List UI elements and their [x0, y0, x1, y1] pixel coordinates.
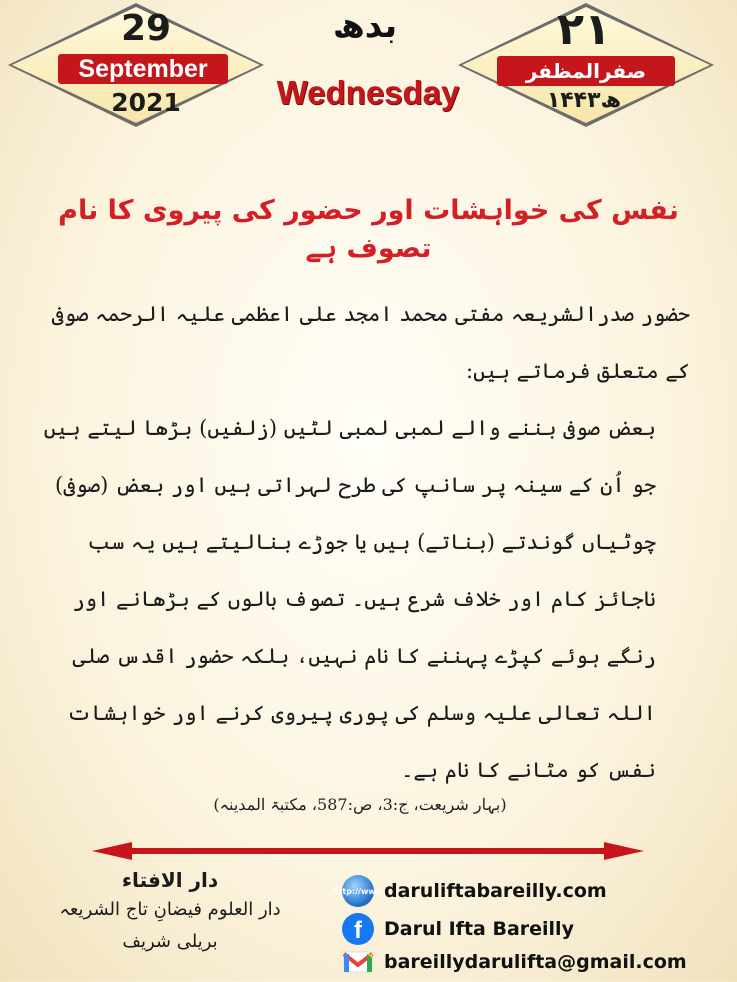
article-main-text: بعض صوفی بننے والے لمبی لمبی لٹیں (زلفیں) بڑھا لیتے ہیں جو اُن کے سینہ پر سانپ کی طرح لہراتی ہیں اور بعض (صوفی) چوٹیاں گوندتے (بناتے) ہیں یا جوڑے بنالیتے ہیں یہ سب ناجائز کام اور خلاف شرع ہیں۔ تصوف بالوں کے بڑھانے اور رنگے ہوئے کپڑے پہننے کا نام نہیں، بلکہ حضور اقدس صلی اللہ تعالی علیہ وسلم کی پوری پیروی کرنے اور خواہشات نفس کو مٹانے کا نام ہے۔ [43, 416, 656, 782]
weekday-english: Wednesday [276, 74, 460, 111]
footer-organization [20, 865, 320, 959]
website-link[interactable]: daruliftabareilly.com [384, 880, 607, 902]
gregorian-month: September [58, 54, 228, 84]
article-intro: حضور صدرالشریعہ مفتی محمد امجد علی اعظمی علیہ الرحمہ صوفی کے متعلق فرماتے ہیں: [51, 302, 690, 383]
facebook-icon: f [342, 913, 374, 945]
divider-double-arrow [92, 842, 644, 860]
contact-website[interactable] [332, 871, 732, 911]
footer-institution: دار العلوم فیضانِ تاج الشریعہ [59, 899, 281, 920]
email-link[interactable]: bareillydarulifta@gmail.com [384, 951, 687, 973]
weekday-urdu: بدھ [332, 6, 398, 46]
gregorian-year: 2021 [111, 88, 181, 117]
hijri-day: ٢١ [557, 4, 611, 55]
globe-icon: http://www [342, 875, 374, 907]
article-body [40, 286, 700, 799]
gregorian-day: 29 [120, 8, 172, 49]
gmail-icon [342, 946, 374, 978]
facebook-link[interactable]: Darul Ifta Bareilly [384, 918, 574, 940]
reference-citation: (بہار شریعت، ج:3، ص:587، مکتبۃ المدینہ) [213, 795, 507, 814]
page-title: نفس کی خواہشات اور حضور کی پیروی کا نام تصوف ہے [58, 195, 679, 264]
footer-city: بریلی شریف [122, 931, 218, 952]
footer-org-name: دار الافتاء [121, 868, 219, 892]
hijri-month: صفرالمظفر [497, 56, 675, 86]
hijri-year: ۱۴۴۳ھ [546, 88, 622, 113]
contact-email[interactable] [342, 942, 732, 982]
